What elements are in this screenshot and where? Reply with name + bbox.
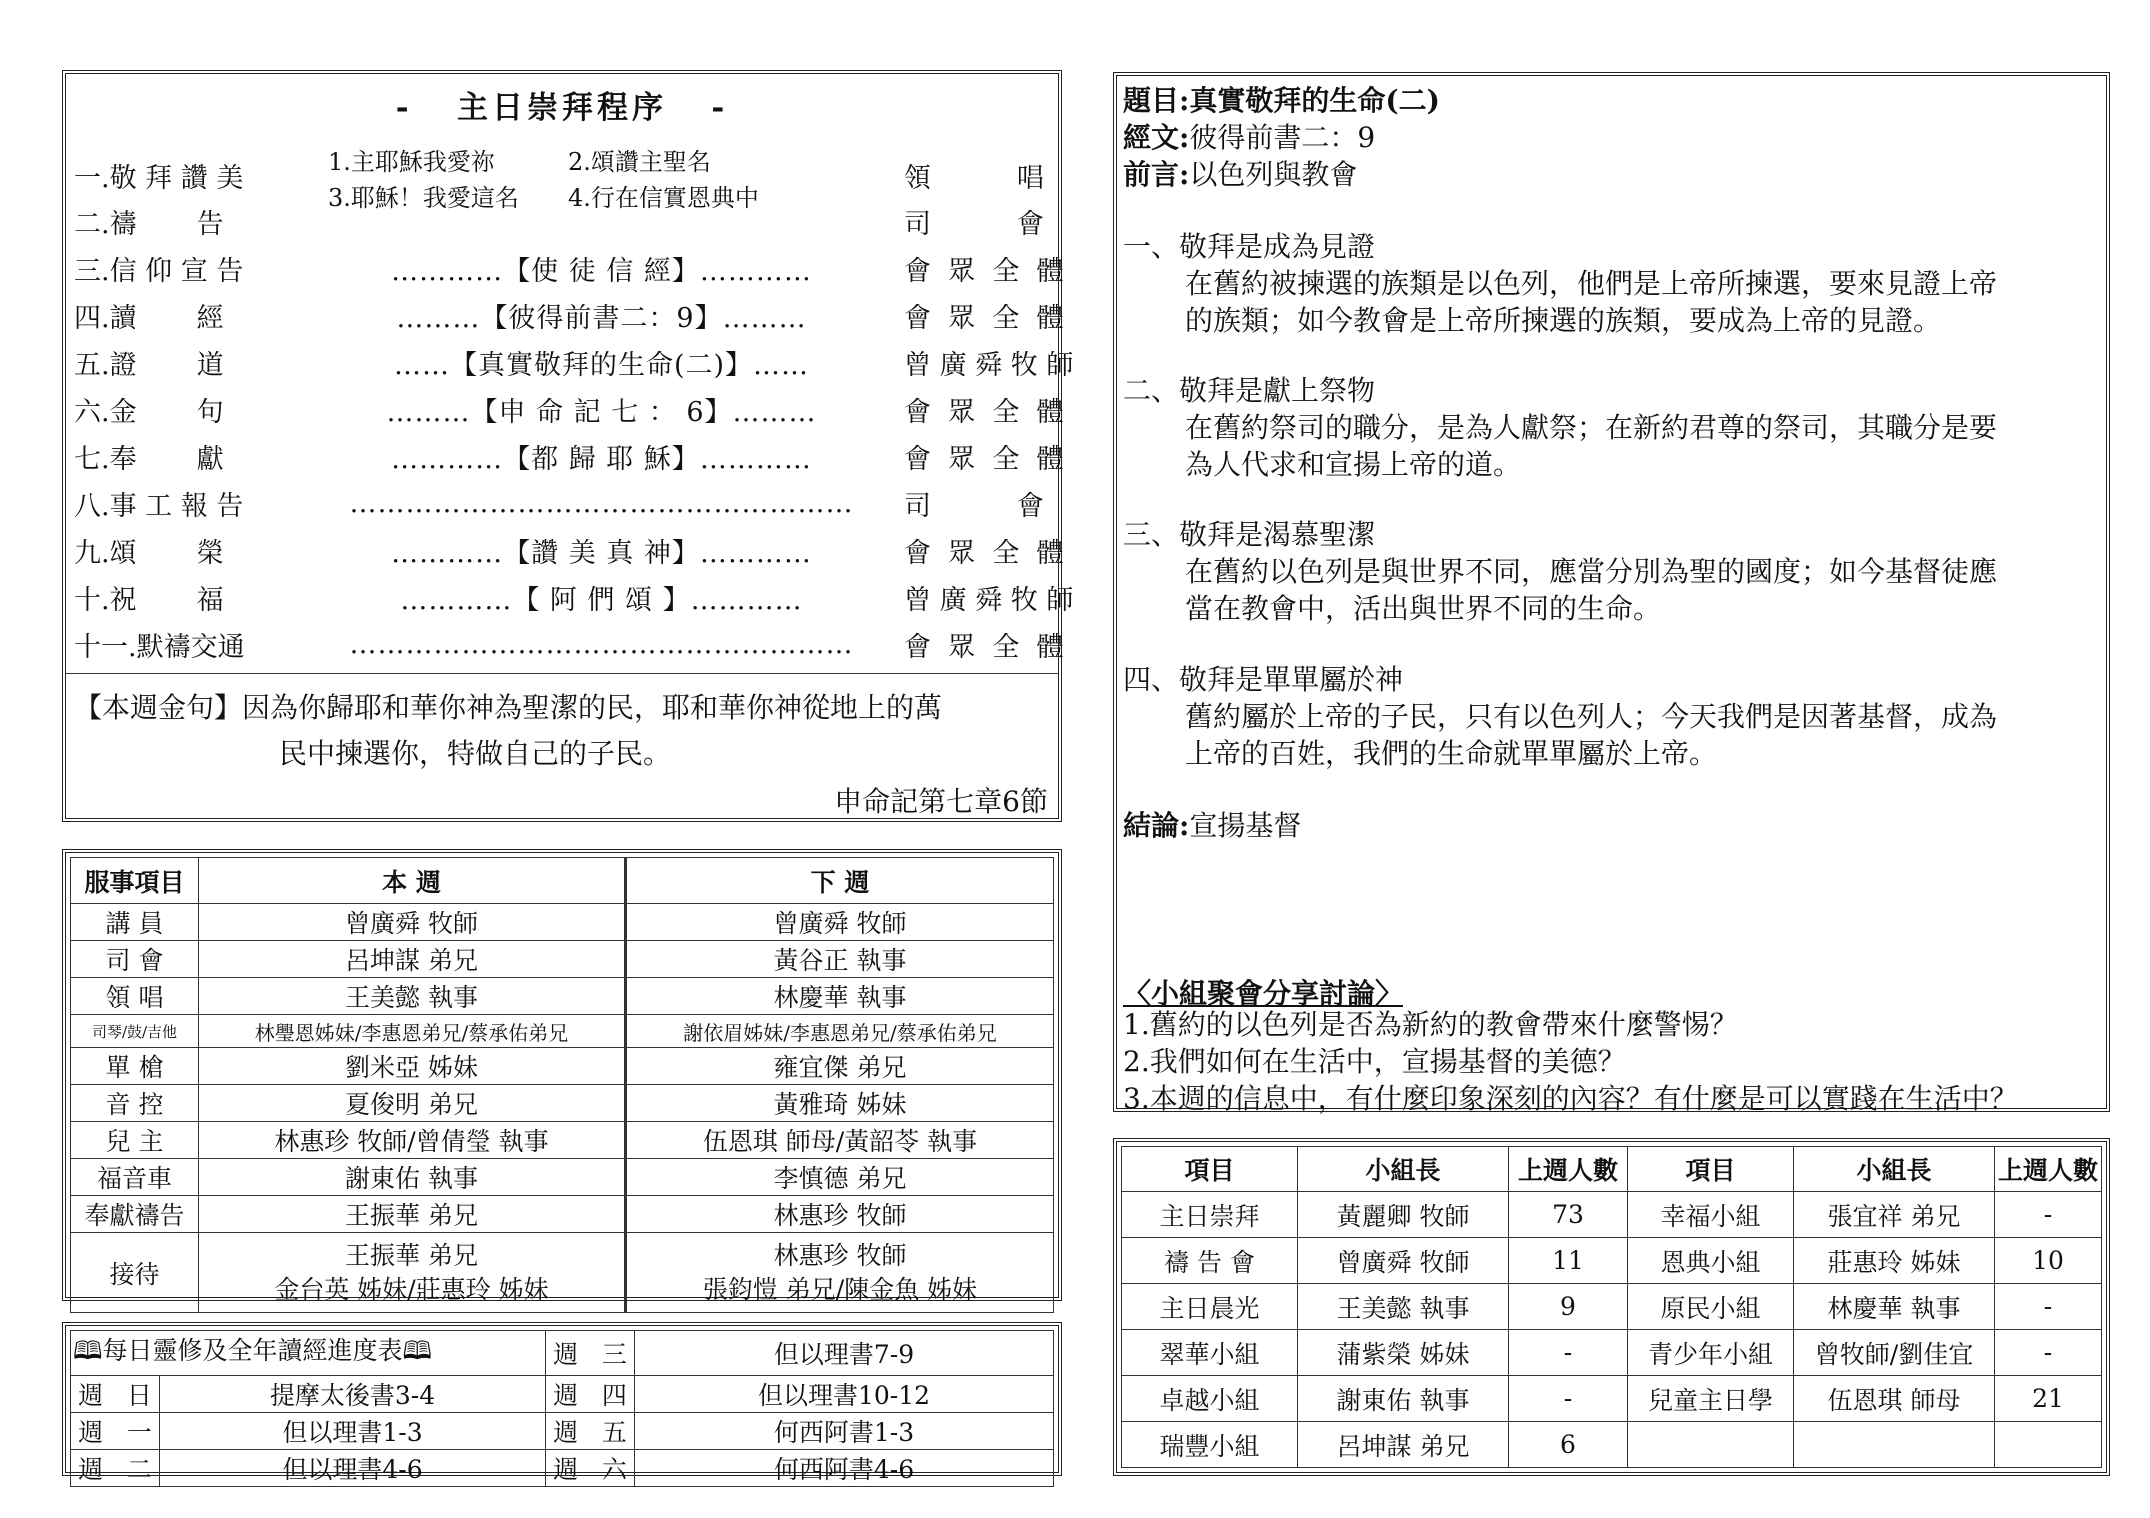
reading-table	[70, 1330, 1054, 1487]
point-heading: 二、敬拜是獻上祭物	[1123, 374, 1376, 407]
point-line: 為人代求和宣揚上帝的道。	[1185, 448, 1522, 481]
hymn-4: 4.行在信實恩典中	[568, 184, 759, 212]
order-row	[74, 527, 1119, 573]
reading-book: 但以理書1-3	[160, 1413, 546, 1450]
service-this-week: 王振華 弟兄	[199, 1196, 626, 1233]
reading-book: 何西阿書4-6	[635, 1450, 1054, 1487]
sermon-point	[1123, 228, 1997, 339]
order-person: 會 眾 全 體	[904, 631, 1064, 663]
sermon-point	[1123, 372, 1997, 483]
service-table	[70, 857, 1054, 1313]
group-name: 主日晨光	[1122, 1284, 1298, 1330]
reading-day: 週 四	[546, 1376, 635, 1413]
service-this-week: 謝東佑 執事	[199, 1159, 626, 1196]
group-count: -	[1509, 1376, 1628, 1422]
reading-day: 週 日	[71, 1376, 160, 1413]
group-name: 禱 告 會	[1122, 1238, 1298, 1284]
sermon-intro: 以色列與教會	[1189, 158, 1358, 191]
topic-label: 題目:	[1123, 84, 1190, 117]
service-next-week: 林惠珍 牧師	[626, 1196, 1054, 1233]
group-leader: 伍恩琪 師母	[1794, 1376, 1995, 1422]
groups-header: 項目	[1122, 1147, 1298, 1192]
group-count: -	[1995, 1192, 2102, 1238]
reception-next-2: 張鈞愷 弟兄/陳金魚 姊妹	[702, 1274, 978, 1304]
service-next-week: 雍宜傑 弟兄	[626, 1048, 1054, 1085]
service-this-week: 林惠珍 牧師/曾倩瑩 執事	[199, 1122, 626, 1159]
verse-line-1: 因為你歸耶和華你神為聖潔的民，耶和華你神從地上的萬	[242, 691, 943, 724]
service-role: 接待	[71, 1233, 199, 1313]
service-header: 下 週	[626, 858, 1054, 904]
group-name	[1628, 1422, 1794, 1468]
hymn-2: 2.頌讚主聖名	[568, 148, 711, 176]
service-role: 講 員	[71, 904, 199, 941]
service-this-week	[199, 1233, 626, 1313]
group-leader: 呂坤謀 弟兄	[1298, 1422, 1509, 1468]
group-name: 兒童主日學	[1628, 1376, 1794, 1422]
group-count: 11	[1509, 1238, 1628, 1284]
group-name: 幸福小組	[1628, 1192, 1794, 1238]
book-icon: 🕮	[402, 1336, 432, 1365]
sermon-topic: 真實敬拜的生命(二)	[1189, 84, 1440, 117]
service-role: 司 會	[71, 941, 199, 978]
reading-book: 提摩太後書3-4	[160, 1376, 546, 1413]
reading-title: 每日靈修及全年讀經進度表	[102, 1336, 403, 1365]
order-item: 十一.默禱交通	[74, 631, 245, 663]
point-line: 舊約屬於上帝的子民，只有以色列人；今天我們是因著基督，成為	[1185, 700, 1998, 733]
discussion-title: 〈小組聚會分享討論〉	[1123, 977, 1404, 1010]
order-person: 會 眾 全 體	[904, 396, 1064, 428]
order-item: 六.金 句	[74, 396, 224, 428]
order-middle: …………【都 歸 耶 穌】…………	[391, 443, 812, 475]
reading-day: 週 六	[546, 1450, 635, 1487]
order-middle: ………【彼得前書二：9】………	[396, 302, 807, 334]
point-heading: 三、敬拜是渴慕聖潔	[1123, 518, 1376, 551]
reading-title-cell	[71, 1331, 546, 1376]
group-count: 73	[1509, 1192, 1628, 1238]
point-line: 在舊約以色列是與世界不同，應當分別為聖的國度；如今基督徒應	[1185, 555, 1998, 588]
group-leader: 王美懿 執事	[1298, 1284, 1509, 1330]
sermon-header	[1123, 82, 1440, 193]
reading-schedule-panel	[62, 1322, 1062, 1484]
reception-this-2: 金台英 姊妹/莊惠玲 姊妹	[274, 1274, 549, 1304]
service-this-week: 呂坤謀 弟兄	[199, 941, 626, 978]
group-leader: 曾廣舜 牧師	[1298, 1238, 1509, 1284]
reading-book: 但以理書10-12	[635, 1376, 1054, 1413]
service-this-week: 王美懿 執事	[199, 978, 626, 1015]
group-name: 青少年小組	[1628, 1330, 1794, 1376]
order-person: 會 眾 全 體	[904, 537, 1064, 569]
order-person: 會 眾 全 體	[904, 443, 1064, 475]
order-item: 一.敬 拜 讚 美	[74, 162, 244, 194]
groups-header: 上週人數	[1995, 1147, 2102, 1192]
order-middle: ………………………………………………	[349, 487, 854, 519]
reception-this-1: 王振華 弟兄	[345, 1240, 478, 1270]
hymn-3: 3.耶穌！我愛這名	[328, 184, 519, 212]
service-next-week: 林慶華 執事	[626, 978, 1054, 1015]
service-next-week: 黃谷正 執事	[626, 941, 1054, 978]
group-count: -	[1509, 1330, 1628, 1376]
order-person: 司 會	[904, 208, 1044, 240]
order-item: 四.讀 經	[74, 302, 224, 334]
service-this-week: 林璺恩姊妹/李惠恩弟兄/蔡承佑弟兄	[199, 1015, 626, 1048]
group-leader: 曾牧師/劉佳宜	[1794, 1330, 1995, 1376]
order-item: 五.證 道	[74, 349, 224, 381]
group-leader	[1794, 1422, 1995, 1468]
order-row	[74, 152, 1119, 198]
group-count: -	[1995, 1284, 2102, 1330]
groups-header: 項目	[1628, 1147, 1794, 1192]
sermon-scripture: 彼得前書二：9	[1189, 121, 1376, 154]
group-leader: 蒲紫榮 姊妹	[1298, 1330, 1509, 1376]
group-name: 原民小組	[1628, 1284, 1794, 1330]
conclusion-label: 結論:	[1123, 809, 1190, 842]
service-header: 服事項目	[71, 858, 199, 904]
order-middle: …………【 阿 們 頌 】…………	[400, 584, 803, 616]
reading-day: 週 三	[546, 1331, 635, 1376]
service-role: 領 唱	[71, 978, 199, 1015]
service-role: 音 控	[71, 1085, 199, 1122]
order-person: 會 眾 全 體	[904, 302, 1064, 334]
group-count: 10	[1995, 1238, 2102, 1284]
point-line: 當在教會中，活出與世界不同的生命。	[1185, 592, 1662, 625]
divider	[66, 673, 1058, 674]
service-role: 奉獻禱告	[71, 1196, 199, 1233]
small-groups-panel	[1113, 1138, 2110, 1476]
reading-book: 何西阿書1-3	[635, 1413, 1054, 1450]
service-header: 本 週	[199, 858, 626, 904]
weekly-verse	[74, 685, 942, 777]
group-name: 翠華小組	[1122, 1330, 1298, 1376]
point-line: 在舊約被揀選的族類是以色列，他們是上帝所揀選，要來見證上帝	[1185, 267, 1998, 300]
service-roster-panel	[62, 849, 1062, 1304]
group-name: 恩典小組	[1628, 1238, 1794, 1284]
order-row	[74, 339, 1119, 385]
order-middle: ……【真實敬拜的生命(二)】……	[393, 349, 810, 381]
group-name: 主日崇拜	[1122, 1192, 1298, 1238]
verse-reference: 申命記第七章6節	[834, 785, 1048, 818]
discussion-questions	[1123, 1006, 2018, 1117]
order-item: 八.事 工 報 告	[74, 490, 244, 522]
order-of-worship-panel	[62, 70, 1074, 822]
order-row	[74, 198, 1119, 244]
scripture-label: 經文:	[1123, 121, 1190, 154]
group-leader: 張宜祥 弟兄	[1794, 1192, 1995, 1238]
order-item: 十.祝 福	[74, 584, 224, 616]
order-person: 司 會	[904, 490, 1044, 522]
reading-day: 週 五	[546, 1413, 635, 1450]
groups-header: 小組長	[1794, 1147, 1995, 1192]
service-this-week: 夏俊明 弟兄	[199, 1085, 626, 1122]
group-count: 21	[1995, 1376, 2102, 1422]
service-next-week: 曾廣舜 牧師	[626, 904, 1054, 941]
point-line: 在舊約祭司的職分，是為人獻祭；在新約君尊的祭司，其職分是要	[1185, 411, 1998, 444]
order-row	[74, 386, 1119, 432]
group-leader: 林慶華 執事	[1794, 1284, 1995, 1330]
verse-line-2: 民中揀選你，特做自己的子民。	[279, 737, 672, 770]
reading-day: 週 一	[71, 1413, 160, 1450]
order-row	[74, 574, 1119, 620]
group-leader: 莊惠玲 姊妹	[1794, 1238, 1995, 1284]
group-leader: 黃麗卿 牧師	[1298, 1192, 1509, 1238]
order-row	[74, 245, 1119, 291]
service-next-week: 謝依眉姊妹/李惠恩弟兄/蔡承佑弟兄	[626, 1015, 1054, 1048]
order-item: 三.信 仰 宣 告	[74, 255, 244, 287]
group-count: 6	[1509, 1422, 1628, 1468]
reception-next-1: 林惠珍 牧師	[773, 1240, 907, 1270]
groups-table	[1121, 1146, 2102, 1468]
order-item: 九.頌 榮	[74, 537, 224, 569]
group-leader: 謝東佑 執事	[1298, 1376, 1509, 1422]
order-row	[74, 292, 1119, 338]
service-role: 單 槍	[71, 1048, 199, 1085]
order-middle: ………………………………………………	[349, 628, 854, 660]
sermon-conclusion	[1123, 804, 1301, 844]
order-middle: ………【申 命 記 七 ： 6】………	[386, 396, 817, 428]
service-role: 司琴/鼓/吉他	[71, 1015, 199, 1048]
book-icon: 🕮	[73, 1336, 103, 1365]
question-1: 1.舊約的以色列是否為新約的教會帶來什麼警惕？	[1123, 1008, 1738, 1041]
groups-header: 上週人數	[1509, 1147, 1628, 1192]
group-name: 卓越小組	[1122, 1376, 1298, 1422]
conclusion-text: 宣揚基督	[1189, 809, 1302, 842]
order-middle: …………【讚 美 真 神】…………	[391, 537, 812, 569]
group-name: 瑞豐小組	[1122, 1422, 1298, 1468]
order-person: 曾 廣 舜 牧 師	[904, 584, 1074, 616]
order-middle: …………【使 徒 信 經】…………	[391, 255, 812, 287]
order-person: 會 眾 全 體	[904, 255, 1064, 287]
reading-day: 週 二	[71, 1450, 160, 1487]
service-next-week	[626, 1233, 1054, 1313]
sermon-point	[1123, 516, 1997, 627]
service-role: 福音車	[71, 1159, 199, 1196]
point-heading: 一、敬拜是成為見證	[1123, 230, 1376, 263]
point-line: 上帝的百姓，我們的生命就單單屬於上帝。	[1185, 737, 1718, 770]
service-next-week: 伍恩琪 師母/黃韶苓 執事	[626, 1122, 1054, 1159]
group-count: -	[1995, 1330, 2102, 1376]
order-row	[74, 433, 1119, 479]
service-role: 兒 主	[71, 1122, 199, 1159]
intro-label: 前言:	[1123, 158, 1190, 191]
hymn-1: 1.主耶穌我愛祢	[328, 148, 495, 176]
sermon-outline-panel	[1113, 72, 2110, 1115]
order-row	[74, 480, 1119, 526]
reading-book: 但以理書7-9	[635, 1331, 1054, 1376]
groups-header: 小組長	[1298, 1147, 1509, 1192]
point-heading: 四、敬拜是單單屬於神	[1123, 663, 1404, 696]
service-next-week: 李慎德 弟兄	[626, 1159, 1054, 1196]
verse-label: 【本週金句】	[74, 691, 243, 724]
service-this-week: 曾廣舜 牧師	[199, 904, 626, 941]
service-this-week: 劉米亞 姊妹	[199, 1048, 626, 1085]
order-item: 二.禱 告	[74, 208, 224, 240]
order-row	[74, 621, 1119, 667]
service-next-week: 黃雅琦 姊妹	[626, 1085, 1054, 1122]
question-3: 3.本週的信息中，有什麼印象深刻的內容？有什麼是可以實踐在生活中？	[1123, 1082, 2018, 1115]
question-2: 2.我們如何在生活中，宣揚基督的美德？	[1123, 1045, 1626, 1078]
reading-book: 但以理書4-6	[160, 1450, 546, 1487]
order-person: 曾 廣 舜 牧 師	[904, 349, 1074, 381]
sermon-point	[1123, 661, 1997, 772]
order-person: 領 唱	[904, 162, 1044, 194]
order-title: - 主日崇拜程序 -	[395, 90, 729, 126]
point-line: 的族類；如今教會是上帝所揀選的族類，要成為上帝的見證。	[1185, 304, 1942, 337]
order-item: 七.奉 獻	[74, 443, 224, 475]
group-count: 9	[1509, 1284, 1628, 1330]
group-count	[1995, 1422, 2102, 1468]
